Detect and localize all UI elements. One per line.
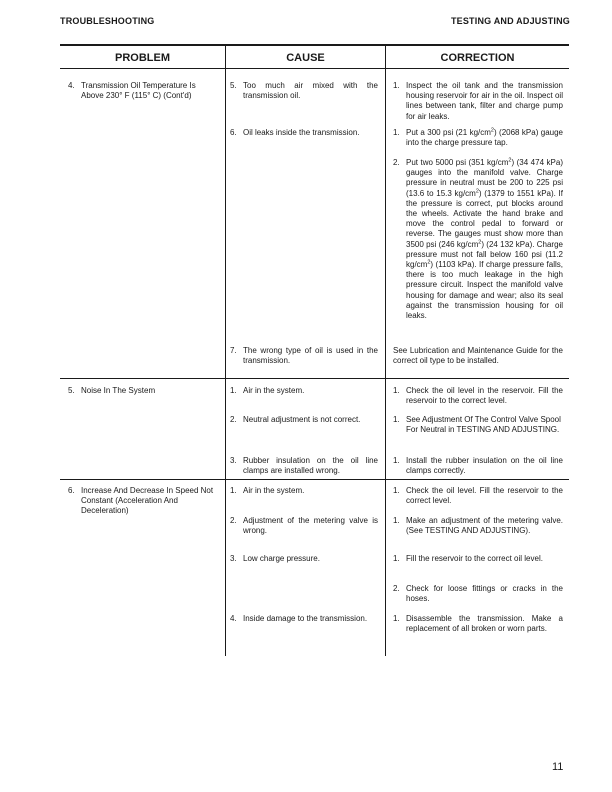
- correction-text: Make an adjustment of the metering valve. (See TESTING AND ADJUSTING).: [406, 516, 563, 536]
- correction-6-3-2: [393, 584, 563, 604]
- problem-5: [68, 386, 220, 396]
- correction-number: 1.: [393, 614, 400, 623]
- row-divider-6: [60, 479, 569, 480]
- correction-number: 2.: [393, 158, 400, 167]
- cause-number: 1.: [230, 486, 237, 495]
- cause-text: Neutral adjustment is not correct.: [243, 415, 361, 424]
- correction-6-4-1: [393, 614, 563, 634]
- cause-text: Low charge pressure.: [243, 554, 320, 563]
- correction-text: Check for loose fittings or cracks in the hoses.: [406, 584, 563, 604]
- cause-number: 1.: [230, 386, 237, 395]
- cause-text: Air in the system.: [243, 386, 305, 395]
- problem-number: 4.: [68, 81, 75, 90]
- cause-text: Adjustment of the metering valve is wrong.: [243, 516, 378, 536]
- correction-5-3-1: [393, 456, 563, 476]
- correction-5-2-1: [393, 415, 563, 435]
- correction-4-5-1: [393, 81, 563, 122]
- correction-text: See Lubrication and Maintenance Guide for the correct oil type to be installed.: [393, 346, 563, 366]
- problem-number: 6.: [68, 486, 75, 495]
- cause-number: 2.: [230, 516, 237, 525]
- correction-number: 1.: [393, 128, 400, 137]
- cause-number: 3.: [230, 554, 237, 563]
- row-divider-5: [60, 378, 569, 379]
- cause-5-2: [230, 415, 378, 425]
- cause-text: Rubber insulation on the oil line clamps are installed wrong.: [243, 456, 378, 476]
- problem-text: Noise In The System: [81, 386, 156, 395]
- correction-number: 1.: [393, 456, 400, 465]
- cause-text: Oil leaks inside the transmission.: [243, 128, 360, 137]
- correction-text: Inspect the oil tank and the transmission housing reservoir for air in the oil. Inspect oil lines between tank, filter and charge pump for air leaks.: [406, 81, 563, 121]
- correction-text: Put a 300 psi (21 $kg/cm^2$) (2068 kPa) gauge into the charge pressure tap.: [406, 127, 563, 148]
- correction-number: 2.: [393, 584, 400, 593]
- table-top-rule: [60, 44, 569, 46]
- correction-4-7: [393, 346, 563, 366]
- correction-6-1-1: [393, 486, 563, 506]
- cause-text: Too much air mixed with the transmission oil.: [243, 81, 378, 101]
- cause-number: 7.: [230, 346, 237, 355]
- correction-number: 1.: [393, 554, 400, 563]
- running-header-right: TESTING AND ADJUSTING: [450, 16, 570, 26]
- table-header-rule: [60, 68, 569, 69]
- column-heading-problem: PROBLEM: [115, 52, 170, 64]
- problem-number: 5.: [68, 386, 75, 395]
- cause-6-4: [230, 614, 378, 624]
- problem-text: Transmission Oil Temperature Is Above 230° F (115° C) (Cont'd): [81, 81, 196, 101]
- cause-4-7: [230, 346, 378, 366]
- problem-6: [68, 486, 220, 517]
- cause-5-1: [230, 386, 378, 396]
- correction-number: 1.: [393, 386, 400, 395]
- cause-number: 2.: [230, 415, 237, 424]
- cause-number: 3.: [230, 456, 237, 465]
- correction-text: Put two 5000 psi (351 $kg/cm^2$) (34 474 kPa) gauges into the manifold valve. Charge pressure in neutral must be 200 to 225 psi (13.6 to 15.3 $kg/cm^2$) (1379 to 1551 kPa). If the pressure is correct, put blocks around the wheels. Activate the hand brake and move the control pedal to forward or reverse. The gauges must show more than 3500 psi (246 $kg/cm^2$) (24 132 kPa). Charge pressure must not fall below 160 psi (11.2 $kg/cm^2$) (1103 kPa). If charge pressure falls, there is too much leakage in the high pressure circuit. Inspect the manifold valve housing for damage and wear; also its seal against the transmission housing for oil leaks.: [406, 157, 563, 321]
- page-number: 11: [552, 761, 564, 773]
- correction-number: 1.: [393, 415, 400, 424]
- correction-text: See Adjustment Of The Control Valve Spool For Neutral in TESTING AND ADJUSTING.: [406, 415, 561, 435]
- problem-4: [68, 81, 220, 101]
- cause-4-5: [230, 81, 378, 101]
- correction-number: 1.: [393, 516, 400, 525]
- correction-text: Install the rubber insulation on the oil line clamps correctly.: [406, 456, 563, 476]
- correction-text: Disassemble the transmission. Make a replacement of all broken or worn parts.: [406, 614, 563, 634]
- correction-number: 1.: [393, 81, 400, 90]
- correction-5-1-1: [393, 386, 563, 406]
- column-divider-right: [385, 44, 386, 656]
- correction-4-6-2: [393, 158, 563, 321]
- problem-text: Increase And Decrease In Speed Not Constant (Acceleration And Deceleration): [81, 486, 214, 516]
- correction-4-6-1: [393, 128, 563, 148]
- cause-6-2: [230, 516, 378, 536]
- cause-6-1: [230, 486, 378, 496]
- correction-number: 1.: [393, 486, 400, 495]
- cause-4-6: [230, 128, 378, 138]
- column-heading-correction: CORRECTION: [440, 52, 515, 64]
- correction-text: Check the oil level in the reservoir. Fill the reservoir to the correct level.: [406, 386, 563, 406]
- cause-number: 5.: [230, 81, 237, 90]
- correction-text: Fill the reservoir to the correct oil level.: [406, 554, 543, 563]
- running-header-left: TROUBLESHOOTING: [60, 16, 155, 26]
- correction-6-3-1: [393, 554, 563, 564]
- cause-6-3: [230, 554, 378, 564]
- cause-text: Air in the system.: [243, 486, 305, 495]
- cause-number: 4.: [230, 614, 237, 623]
- cause-text: The wrong type of oil is used in the transmission.: [243, 346, 378, 366]
- column-divider-left: [225, 44, 226, 656]
- cause-5-3: [230, 456, 378, 476]
- cause-number: 6.: [230, 128, 237, 137]
- correction-text: Check the oil level. Fill the reservoir to the correct level.: [406, 486, 563, 506]
- cause-text: Inside damage to the transmission.: [243, 614, 368, 623]
- column-heading-cause: CAUSE: [286, 52, 325, 64]
- correction-6-2-1: [393, 516, 563, 536]
